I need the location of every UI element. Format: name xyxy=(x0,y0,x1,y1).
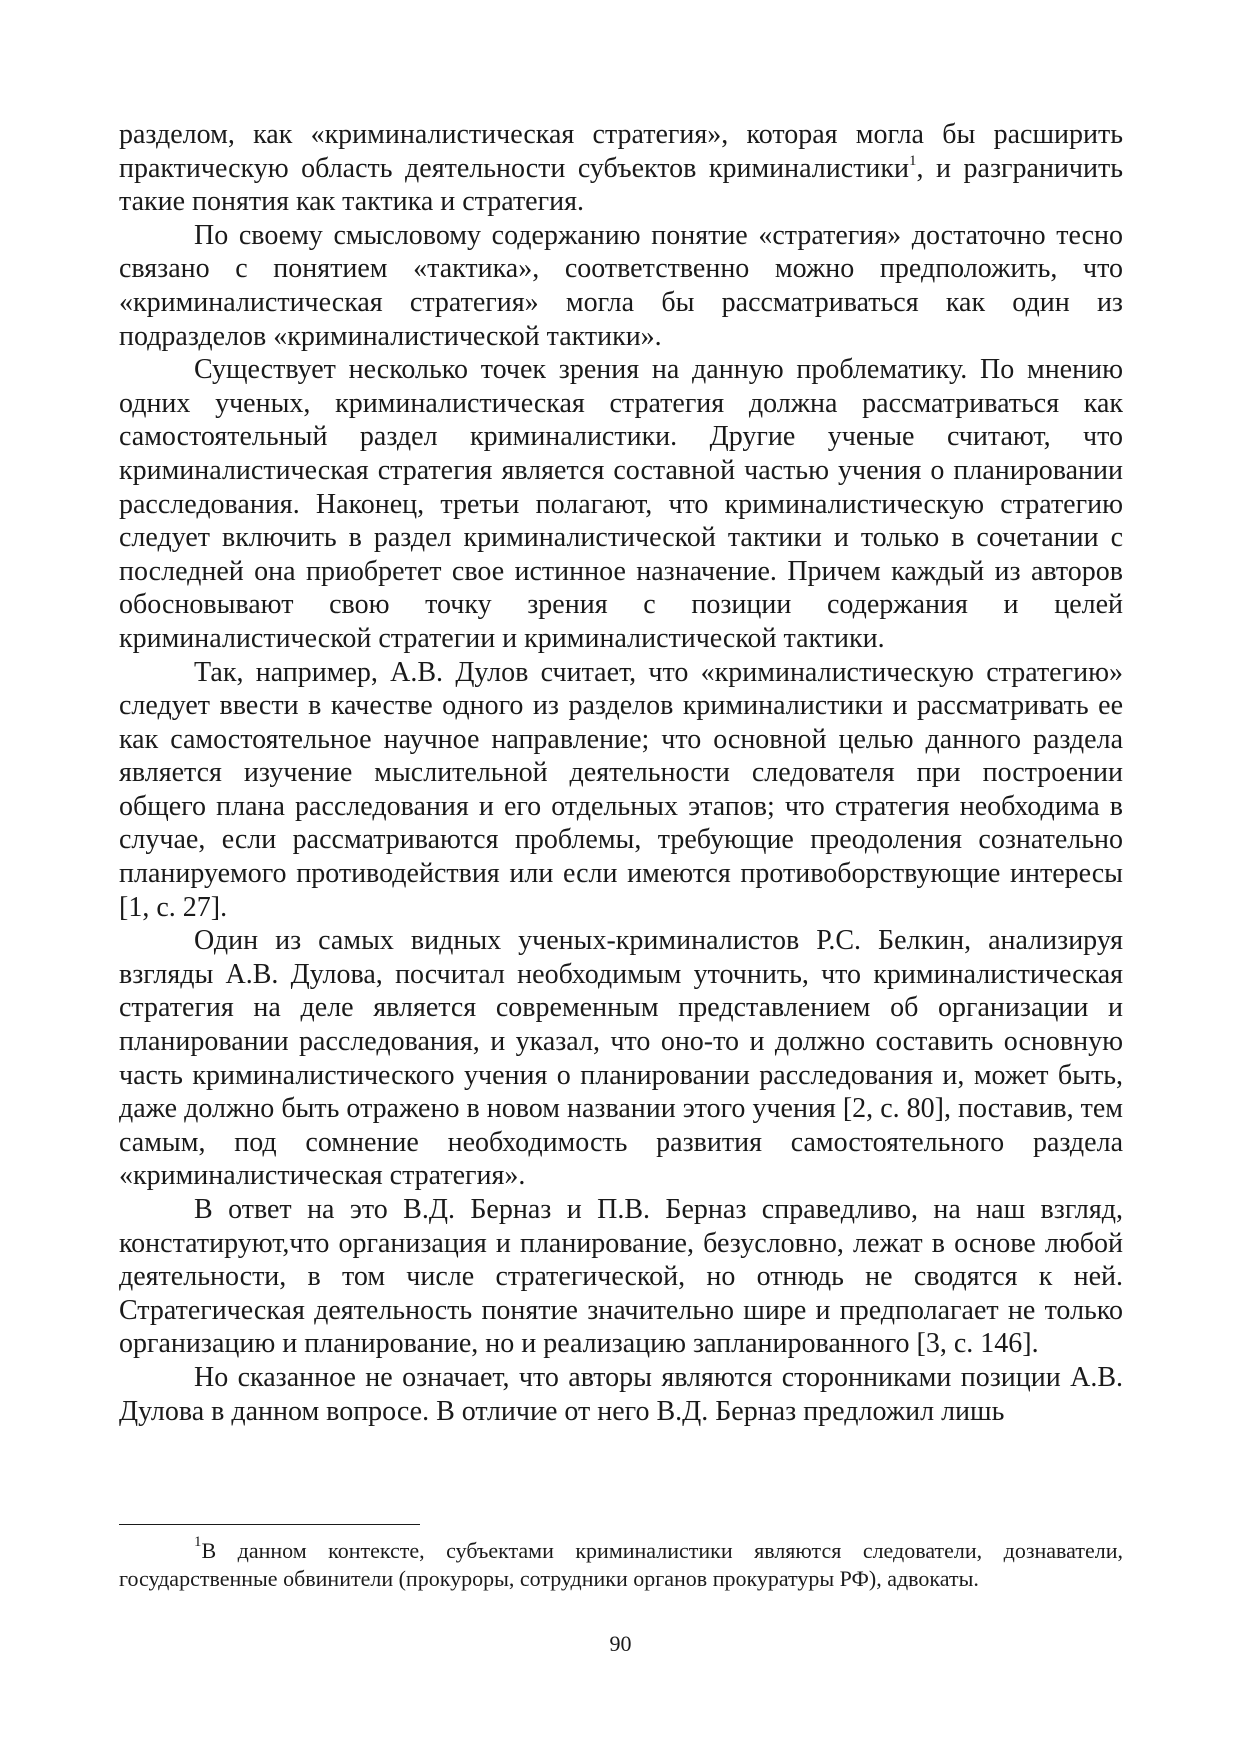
paragraph: Существует несколько точек зрения на данную проблематику. По мнению одних ученых, криминалистическая стратегия должна рассматриваться как самостоятельный раздел криминалистики. Другие ученые считают, что криминалистическая стратегия является составной частью учения о планировании расследования. Наконец, третьи полагают, что криминалистическую стратегию следует включить в раздел криминалистической тактики и только в сочетании с последней она приобретет свое истинное назначение. Причем каждый из авторов обосновывают свою точку зрения с позиции содержания и целей криминалистической стратегии и криминалистической тактики. xyxy=(119,354,1123,654)
page-body xyxy=(119,118,1123,1428)
paragraph xyxy=(119,118,1123,219)
paragraph: По своему смысловому содержанию понятие «стратегия» достаточно тесно связано с понятием «тактика», соответственно можно предположить, что «криминалистическая стратегия» могла бы рассматриваться как один из подразделов «криминалистической тактики». xyxy=(119,219,1123,352)
page-number: 90 xyxy=(609,1631,632,1656)
paragraph-text: разделом, как «криминалистическая стратегия», которая могла бы расширить практическую область деятельности субъектов криминалистики xyxy=(119,119,1123,184)
paragraph: Но сказанное не означает, что авторы являются сторонниками позиции А.В. Дулова в данном вопросе. В отличие от него В.Д. Берназ предложил лишь xyxy=(119,1361,1123,1427)
footnote-separator xyxy=(119,1524,420,1525)
main-text xyxy=(119,118,1123,1428)
paragraph-text: , и разграничить такие понятия как тактика и стратегия. xyxy=(119,152,1123,218)
paragraph: Один из самых видных ученых-криминалистов Р.С. Белкин, анализируя взгляды А.В. Дулова, посчитал необходимым уточнить, что криминалистическая стратегия на деле является современным представлением об организации и планировании расследования, и указал, что оно-то и должно составить основную часть криминалистического учения о планировании расследования и, может быть, даже должно быть отражено в новом названии этого учения [2, с. 80], поставив, тем самым, под сомнение необходимость развития самостоятельного раздела «криминалистическая стратегия». xyxy=(119,925,1123,1192)
footnote xyxy=(119,1534,1123,1592)
footnote-paragraph xyxy=(119,1534,1123,1592)
footnote-reference[interactable]: 1 xyxy=(909,152,917,169)
paragraph: В ответ на это В.Д. Берназ и П.В. Берназ справедливо, на наш взгляд, констатируют,что организация и планирование, безусловно, лежат в основе любой деятельности, в том числе стратегической, но отнюдь не сводятся к ней. Стратегическая деятельность понятие значительно шире и предполагает не только организацию и планирование, но и реализацию запланированного [3, с. 146]. xyxy=(119,1194,1123,1360)
paragraph: Так, например, А.В. Дулов считает, что «криминалистическую стратегию» следует ввести в качестве одного из разделов криминалистики и рассматривать ее как самостоятельное научное направление; что основной целью данного раздела является изучение мыслительной деятельности следователя при построении общего плана расследования и его отдельных этапов; что стратегия необходима в случае, если рассматриваются проблемы, требующие преодоления сознательно планируемого противодействия или если имеются противоборствующие интересы [1, с. 27]. xyxy=(119,656,1123,923)
footnote-mark: 1 xyxy=(194,1534,202,1550)
footnote-text: В данном контексте, субъектами криминалистики являются следователи, дознаватели, государственные обвинители (прокуроры, сотрудники органов прокуратуры РФ), адвокаты. xyxy=(119,1538,1123,1591)
